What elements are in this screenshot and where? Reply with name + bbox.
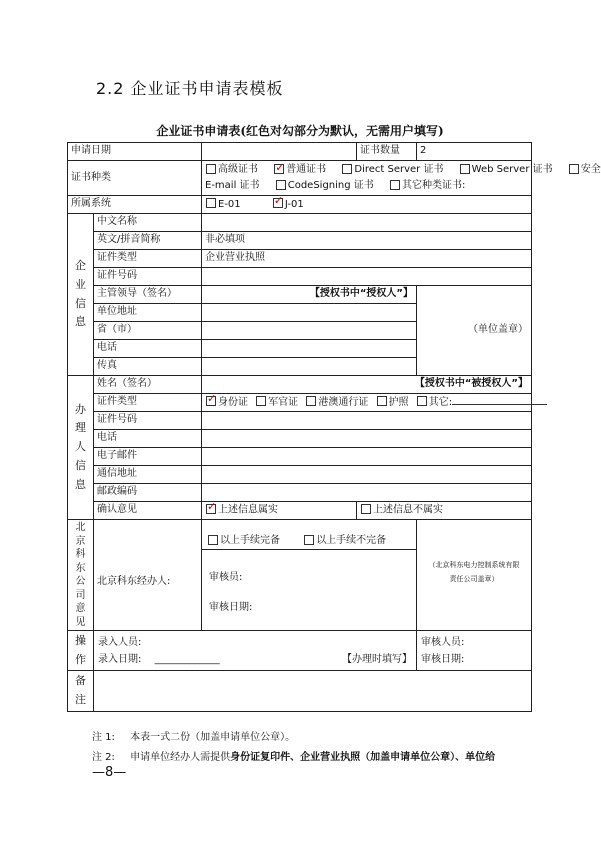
handler-field-value[interactable] — [202, 484, 532, 502]
enterprise-field-label: 电话 — [94, 340, 202, 358]
checked-checkbox-icon[interactable] — [273, 198, 283, 208]
page-number: —8— — [92, 765, 127, 780]
handler-id-type-label: 证件类型 — [94, 394, 202, 412]
handler-row — [68, 502, 532, 520]
system-e01[interactable]: E-01 — [205, 199, 241, 210]
enterprise-field-label: 传真 — [94, 358, 202, 376]
enterprise-field-label: 证件号码 — [94, 268, 202, 286]
kedong-seal-area: （北京科东电力控制系统有限 责任公司盖章） — [417, 520, 532, 631]
operation-review-date-label: 审核日期: — [421, 653, 465, 665]
operation-note: 【办理时填写】 — [342, 653, 412, 665]
cert-type-normal[interactable]: ✓ 普通证书 — [273, 164, 326, 175]
system-j01[interactable]: ✓ J-01 — [272, 199, 304, 210]
system-label: 所属系统 — [68, 196, 202, 214]
handler-name-label: 姓名（签名） — [94, 376, 202, 394]
operation-section-label: 操 作 — [68, 631, 94, 671]
complete-option[interactable]: 以上手续完备 — [207, 535, 280, 546]
enterprise-field-label: 主管领导（签名） — [94, 286, 202, 304]
enterprise-row — [68, 250, 532, 268]
checked-checkbox-icon[interactable] — [206, 396, 216, 406]
kedong-handler-label: 北京科东经办人: — [94, 520, 202, 631]
footnotes — [92, 728, 495, 768]
checked-checkbox-icon[interactable] — [274, 164, 284, 174]
enterprise-row — [68, 232, 532, 250]
cert-count-value[interactable]: 2 — [417, 143, 532, 161]
system-options — [202, 196, 532, 214]
incomplete-option[interactable]: 以上手续不完备 — [303, 535, 386, 546]
apply-date-label: 申请日期 — [68, 143, 202, 161]
handler-name-value[interactable]: 【授权书中“被授权人”】 — [202, 376, 532, 394]
handler-row — [68, 448, 532, 466]
operation-review-area — [417, 631, 532, 671]
reviewer-label: 审核员: — [209, 572, 243, 583]
enterprise-row — [68, 268, 532, 286]
other-blank-line — [452, 396, 547, 405]
cert-type-options — [202, 161, 601, 196]
enterprise-field-value[interactable] — [202, 268, 532, 286]
cert-type-web-server[interactable]: Web Server 证书 — [459, 164, 553, 175]
handler-id-type-options — [202, 394, 532, 412]
form-title: 企业证书申请表(红色对勾部分为默认，无需用户填写) — [156, 124, 444, 138]
enterprise-field-label: 中文名称 — [94, 214, 202, 232]
entry-date-line — [94, 651, 416, 668]
id-type-hk-macau[interactable]: 港澳通行证 — [305, 397, 368, 408]
checkbox-icon[interactable] — [377, 396, 387, 406]
handler-section-label: 办 理 人 信 息 — [68, 376, 94, 520]
certificate-application-form — [67, 142, 601, 712]
section-heading: 2.2 企业证书申请表模板 — [96, 79, 284, 98]
handler-field-label: 证件号码 — [94, 412, 202, 430]
handler-field-label: 电话 — [94, 430, 202, 448]
review-person-label: 审核人员: — [421, 636, 465, 648]
checkbox-icon[interactable] — [569, 164, 579, 174]
cert-type-label: 证书种类 — [68, 161, 202, 196]
kedong-section-label: 北 京 科 东 公 司 意 见 — [68, 520, 94, 631]
confirm-true-option[interactable]: ✓ 上述信息属实 — [202, 502, 357, 520]
entry-person-label: 录入人员: — [98, 636, 142, 648]
checkbox-icon[interactable] — [276, 180, 286, 190]
checkbox-icon[interactable] — [306, 396, 316, 406]
id-type-idcard[interactable]: ✓ 身份证 — [205, 397, 248, 408]
enterprise-field-value[interactable]: 【授权书中“授权人”】 — [202, 286, 417, 304]
enterprise-field-value[interactable]: 企业营业执照 — [202, 250, 532, 268]
enterprise-field-value[interactable] — [202, 340, 417, 358]
checkbox-icon[interactable] — [208, 535, 218, 545]
checkbox-icon[interactable] — [361, 504, 371, 514]
checkbox-icon[interactable] — [390, 180, 400, 190]
remark-field[interactable] — [94, 671, 532, 711]
row-apply-date — [68, 143, 532, 161]
enterprise-field-label: 证件类型 — [94, 250, 202, 268]
enterprise-field-value[interactable] — [202, 358, 417, 376]
checkbox-icon[interactable] — [206, 198, 216, 208]
handler-field-value[interactable] — [202, 412, 532, 430]
entry-date-blank[interactable]: _____________ — [154, 653, 220, 665]
id-type-passport[interactable]: 护照 — [376, 397, 409, 408]
checkbox-icon[interactable] — [206, 164, 216, 174]
remark-row — [68, 671, 532, 711]
enterprise-section-label: 企 业 信 息 — [68, 214, 94, 376]
checkbox-icon[interactable] — [256, 396, 266, 406]
enterprise-row — [68, 286, 532, 304]
cert-type-codesigning[interactable]: CodeSigning 证书 — [275, 180, 374, 191]
row-cert-type — [68, 161, 532, 196]
kedong-row — [68, 520, 532, 631]
handler-row — [68, 376, 532, 394]
operation-row — [68, 631, 532, 671]
id-type-other[interactable]: 其它: — [416, 397, 547, 408]
cert-type-other[interactable]: 其它种类证书: — [389, 180, 465, 191]
checked-checkbox-icon[interactable] — [206, 504, 216, 514]
apply-date-field[interactable] — [202, 143, 357, 161]
id-type-military[interactable]: 军官证 — [255, 397, 298, 408]
cert-type-advanced[interactable]: 高级证书 — [205, 164, 258, 175]
handler-row — [68, 394, 532, 412]
enterprise-field-value[interactable] — [202, 322, 417, 340]
review-date-label: 审核日期: — [209, 602, 253, 613]
handler-row — [68, 430, 532, 448]
cert-type-secure[interactable]: 安全 — [568, 164, 601, 175]
confirm-false-option[interactable]: 上述信息不属实 — [357, 502, 532, 520]
enterprise-field-label: 单位地址 — [94, 304, 202, 322]
kedong-options — [202, 532, 416, 550]
checkbox-icon[interactable] — [342, 164, 352, 174]
cert-type-email: E-mail 证书 — [205, 180, 260, 191]
enterprise-field-value[interactable]: 非必填项 — [202, 232, 532, 250]
enterprise-field-label: 省（市） — [94, 322, 202, 340]
checkbox-icon[interactable] — [460, 164, 470, 174]
remark-section-label: 备 注 — [68, 671, 94, 711]
row-system — [68, 196, 532, 214]
handler-row — [68, 466, 532, 484]
unit-seal-area: （单位盖章） — [417, 286, 532, 376]
handler-field-value[interactable] — [202, 430, 532, 448]
note-2: 注 2: 申请单位经办人需提供身份证复印件、企业营业执照（加盖申请单位公章）、单位给 — [92, 752, 496, 763]
handler-confirm-label: 确认意见 — [94, 502, 202, 520]
checkbox-icon[interactable] — [417, 396, 427, 406]
enterprise-field-label: 英文/拼音简称 — [94, 232, 202, 250]
operation-entry-area — [94, 631, 417, 671]
enterprise-row — [68, 214, 532, 232]
handler-row — [68, 412, 532, 430]
handler-row — [68, 484, 532, 502]
handler-field-value[interactable] — [202, 448, 532, 466]
enterprise-field-value[interactable] — [202, 304, 417, 322]
cert-type-direct-server[interactable]: Direct Server 证书 — [341, 164, 443, 175]
enterprise-field-value[interactable] — [202, 214, 532, 232]
handler-field-value[interactable] — [202, 466, 532, 484]
entry-date-label: 录入日期: — [98, 653, 142, 665]
handler-field-label: 电子邮件 — [94, 448, 202, 466]
cert-count-label: 证书数量 — [357, 143, 417, 161]
checkbox-icon[interactable] — [304, 535, 314, 545]
kedong-review-area — [202, 520, 417, 631]
handler-field-label: 通信地址 — [94, 466, 202, 484]
handler-field-label: 邮政编码 — [94, 484, 202, 502]
note-1: 注 1: 本表一式二份（加盖申请单位公章）。 — [92, 732, 296, 743]
